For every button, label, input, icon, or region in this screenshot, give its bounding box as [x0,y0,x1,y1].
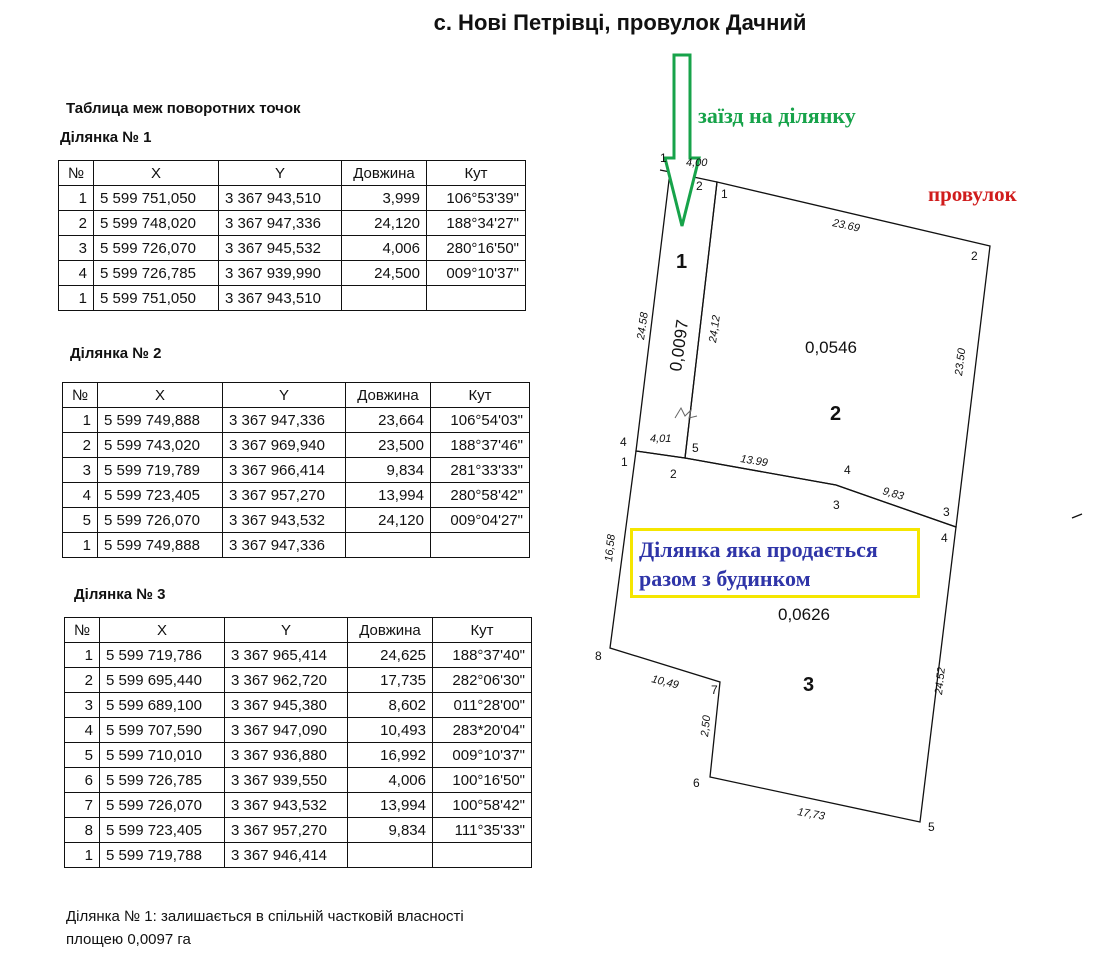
dim-label: 2,50 [699,714,714,738]
area-lot1: 0,0097 [666,318,693,373]
cell-length: 23,500 [346,433,431,458]
point-label: 4 [620,435,627,449]
cell-x: 5 599 726,070 [100,793,225,818]
area-lot2: 0,0546 [805,338,857,357]
cell-y: 3 367 943,532 [223,508,346,533]
dim-label: 24,12 [707,314,723,344]
dim-label: 23.69 [831,217,861,235]
col-header-y: Y [219,161,342,186]
cell-x: 5 599 719,786 [100,643,225,668]
cell-point-no: 5 [63,508,98,533]
cell-y: 3 367 957,270 [223,483,346,508]
cell-angle: 282°06'30" [433,668,532,693]
point-label: 2 [670,467,677,481]
lot-number-3: 3 [803,674,815,696]
cell-point-no: 8 [65,818,100,843]
cell-x: 5 599 751,050 [94,186,219,211]
dim-label: 23.50 [953,347,969,377]
cell-x: 5 599 723,405 [100,818,225,843]
cell-x: 5 599 749,888 [98,533,223,558]
hatch-mark [675,408,697,418]
cell-x: 5 599 719,789 [98,458,223,483]
col-header-angle: Кут [431,383,530,408]
cell-point-no: 7 [65,793,100,818]
footnote-line1: Ділянка № 1: залишається в спільній частковій власності [66,908,464,925]
cell-angle: 280°16'50" [427,236,526,261]
dim-label: 13.99 [739,453,769,470]
cell-x: 5 599 748,020 [94,211,219,236]
cell-point-no: 1 [59,286,94,311]
cell-y: 3 367 966,414 [223,458,346,483]
dim-label: 9,83 [881,485,906,503]
cell-angle: 281°33'33" [431,458,530,483]
cell-length: 4,006 [342,236,427,261]
cell-point-no: 1 [65,643,100,668]
sale-annotation-line2: разом з будинком [639,566,811,591]
lane-annotation: провулок [928,182,1017,206]
cell-angle: 188°37'40" [433,643,532,668]
cell-x: 5 599 726,070 [98,508,223,533]
lot3-heading: Ділянка № 3 [74,586,166,603]
page-title: с. Нові Петрівці, провулок Дачний [433,10,807,35]
cell-length: 13,994 [348,793,433,818]
point-label: 7 [711,683,718,697]
cell-y: 3 367 943,510 [219,286,342,311]
cell-length: 3,999 [342,186,427,211]
col-header-x: X [98,383,223,408]
cell-angle: 106°54'03" [431,408,530,433]
dim-label: 24.52 [933,666,948,696]
cell-angle: 188°37'46" [431,433,530,458]
cell-y: 3 367 947,336 [223,533,346,558]
cell-y: 3 367 947,090 [225,718,348,743]
lot3-boundary [610,451,956,822]
dim-label: 17,73 [796,806,826,823]
cell-x: 5 599 723,405 [98,483,223,508]
cell-point-no: 1 [59,186,94,211]
point-label: 8 [595,649,602,663]
cell-length: 23,664 [346,408,431,433]
cell-angle: 100°16'50" [433,768,532,793]
cell-y: 3 367 936,880 [225,743,348,768]
cell-y: 3 367 965,414 [225,643,348,668]
cell-y: 3 367 943,532 [225,793,348,818]
cell-point-no: 2 [59,211,94,236]
col-header-x: X [100,618,225,643]
cell-x: 5 599 726,785 [94,261,219,286]
table-heading: Таблица меж поворотних точок [66,100,301,117]
col-header-no: № [65,618,100,643]
cell-x: 5 599 726,070 [94,236,219,261]
col-header-length: Довжина [346,383,431,408]
cell-y: 3 367 962,720 [225,668,348,693]
cell-y: 3 367 947,336 [219,211,342,236]
cell-angle: 111°35'33" [433,818,532,843]
cell-y: 3 367 945,380 [225,693,348,718]
cell-y: 3 367 943,510 [219,186,342,211]
cell-point-no: 4 [65,718,100,743]
cell-y: 3 367 945,532 [219,236,342,261]
cell-point-no: 5 [65,743,100,768]
cell-x: 5 599 689,100 [100,693,225,718]
col-header-no: № [59,161,94,186]
lot-number-2: 2 [830,403,842,425]
cell-y: 3 367 969,940 [223,433,346,458]
cell-y: 3 367 957,270 [225,818,348,843]
cell-length: 24,120 [346,508,431,533]
col-header-angle: Кут [427,161,526,186]
entrance-arrow-icon [665,55,699,226]
cell-angle: 283*20'04" [433,718,532,743]
cell-angle: 280°58'42" [431,483,530,508]
cell-angle: 106°53'39" [427,186,526,211]
cell-length: 24,625 [348,643,433,668]
cell-point-no: 6 [65,768,100,793]
tick-mark [1072,514,1082,518]
cell-length: 17,735 [348,668,433,693]
point-label: 4 [844,463,851,477]
cell-length: 8,602 [348,693,433,718]
cell-length: 24,500 [342,261,427,286]
dim-label: 10,49 [650,673,680,692]
dim-label: 24.58 [635,311,651,341]
cell-x: 5 599 695,440 [100,668,225,693]
cell-length: 24,120 [342,211,427,236]
cell-length: 4,006 [348,768,433,793]
cell-point-no: 1 [63,408,98,433]
dim-label: 16,58 [603,533,618,563]
footnote-line2: площею 0,0097 га [66,931,191,948]
cell-length: 9,834 [346,458,431,483]
cell-angle: 009°04'27" [431,508,530,533]
cell-x: 5 599 710,010 [100,743,225,768]
cell-x: 5 599 707,590 [100,718,225,743]
col-header-y: Y [223,383,346,408]
cell-point-no: 4 [59,261,94,286]
cell-angle: 100°58'42" [433,793,532,818]
cell-point-no: 1 [63,533,98,558]
col-header-length: Довжина [348,618,433,643]
cell-y: 3 367 947,336 [223,408,346,433]
point-label: 1 [660,151,667,165]
dim-label: 4,00 [686,157,708,169]
lot1-heading: Ділянка № 1 [60,129,152,146]
col-header-no: № [63,383,98,408]
cell-length: 13,994 [346,483,431,508]
point-label: 4 [941,531,948,545]
area-lot3: 0,0626 [778,605,830,624]
cell-angle: 009°10'37" [433,743,532,768]
lot2-heading: Ділянка № 2 [70,345,162,362]
cell-point-no: 3 [65,693,100,718]
lot-number-1: 1 [676,251,688,273]
cell-angle: 011°28'00" [433,693,532,718]
cell-y: 3 367 946,414 [225,843,348,868]
cell-y: 3 367 939,990 [219,261,342,286]
point-label: 2 [971,249,978,263]
cell-angle: 188°34'27" [427,211,526,236]
cell-length: 16,992 [348,743,433,768]
sale-annotation-box [630,528,920,598]
sale-annotation-line1: Ділянка яка продається [639,537,878,562]
point-label: 5 [928,820,935,834]
col-header-y: Y [225,618,348,643]
cell-x: 5 599 719,788 [100,843,225,868]
col-header-length: Довжина [342,161,427,186]
cell-point-no: 3 [59,236,94,261]
cell-x: 5 599 749,888 [98,408,223,433]
dim-label: 4,01 [650,433,672,445]
col-header-x: X [94,161,219,186]
point-label: 3 [943,505,950,519]
cell-angle: 009°10'37" [427,261,526,286]
cell-point-no: 1 [65,843,100,868]
cell-length: 9,834 [348,818,433,843]
cell-x: 5 599 751,050 [94,286,219,311]
cell-point-no: 3 [63,458,98,483]
cell-x: 5 599 726,785 [100,768,225,793]
point-label: 2 [696,179,703,193]
point-label: 1 [721,187,728,201]
cell-point-no: 4 [63,483,98,508]
cell-point-no: 2 [63,433,98,458]
cell-x: 5 599 743,020 [98,433,223,458]
point-label: 5 [692,441,699,455]
entrance-annotation: заїзд на ділянку [698,103,856,128]
point-label: 3 [833,498,840,512]
cell-length: 10,493 [348,718,433,743]
col-header-angle: Кут [433,618,532,643]
cell-point-no: 2 [65,668,100,693]
point-label: 1 [621,455,628,469]
point-label: 6 [693,776,700,790]
cell-y: 3 367 939,550 [225,768,348,793]
